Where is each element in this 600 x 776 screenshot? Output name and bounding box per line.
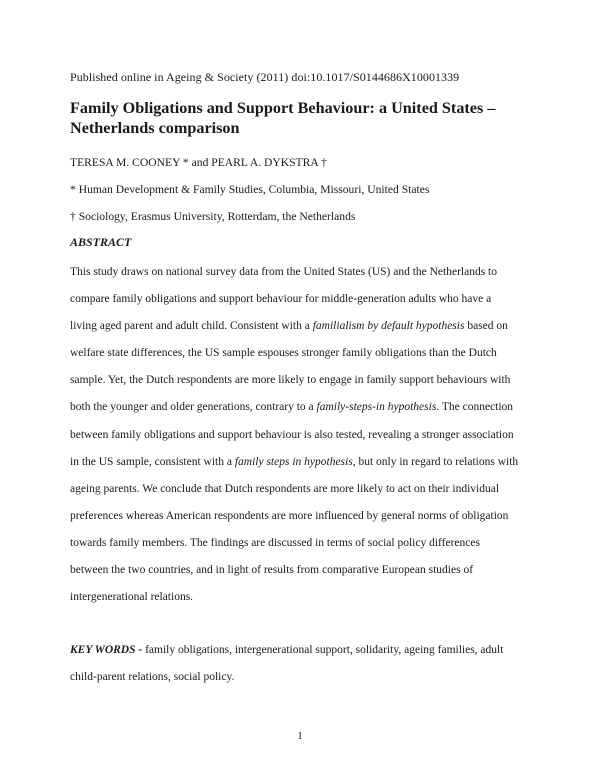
publication-info: Published online in Ageing & Society (2011) doi:10.1017/S0144686X10001339 (70, 70, 460, 84)
abstract-line: ageing parents. We conclude that Dutch respondents are more likely to act on their individual (70, 482, 500, 495)
emphasis: family-steps-in hypothesis (316, 401, 437, 414)
emphasis: family steps in hypothesis (234, 455, 353, 468)
abstract-heading: ABSTRACT (70, 235, 132, 249)
paper-title (70, 98, 540, 138)
abstract-line: between the two countries, and in light of results from comparative European studies of (70, 564, 474, 577)
authors: TERESA M. COONEY * and PEARL A. DYKSTRA † (70, 156, 327, 169)
abstract-line: intergenerational relations. (70, 591, 194, 604)
abstract-line: sample. Yet, the Dutch respondents are more likely to engage in family support behaviours with (70, 374, 511, 387)
title-line-2: Netherlands comparison (70, 119, 240, 137)
title-line-1: Family Obligations and Support Behaviour: a United States – (70, 99, 496, 117)
keywords-line-1: KEY WORDS - family obligations, intergenerational support, solidarity, ageing families, adult (70, 644, 504, 656)
keywords-label: KEY WORDS - (70, 644, 143, 656)
emphasis: familialism by default hypothesis (312, 320, 465, 333)
affiliation-2: † Sociology, Erasmus University, Rotterdam, the Netherlands (70, 210, 356, 223)
abstract-line: both the younger and older generations, contrary to a family-steps-in hypothesis. The connection (70, 401, 514, 414)
abstract-line: in the US sample, consistent with a family steps in hypothesis, but only in regard to relations with (70, 455, 519, 468)
keywords (70, 637, 530, 691)
affiliation-1: * Human Development & Family Studies, Columbia, Missouri, United States (70, 183, 430, 196)
abstract-line: This study draws on national survey data from the United States (US) and the Netherlands to (70, 266, 498, 278)
abstract-body (70, 259, 530, 611)
abstract-line: compare family obligations and support behaviour for middle-generation adults who have a (70, 293, 492, 306)
abstract-line: between family obligations and support behaviour is also tested, revealing a stronger association (70, 428, 514, 441)
abstract-line: living aged parent and adult child. Consistent with a familialism by default hypothesis based on (70, 320, 508, 333)
abstract-line: welfare state differences, the US sample espouses stronger family obligations than the Dutch (70, 347, 497, 360)
page-number: 1 (297, 730, 303, 742)
abstract-line: towards family members. The findings are discussed in terms of social policy differences (70, 536, 480, 549)
abstract-line: preferences whereas American respondents are more influenced by general norms of obligation (70, 509, 509, 522)
keywords-line-2: child-parent relations, social policy. (70, 671, 235, 684)
